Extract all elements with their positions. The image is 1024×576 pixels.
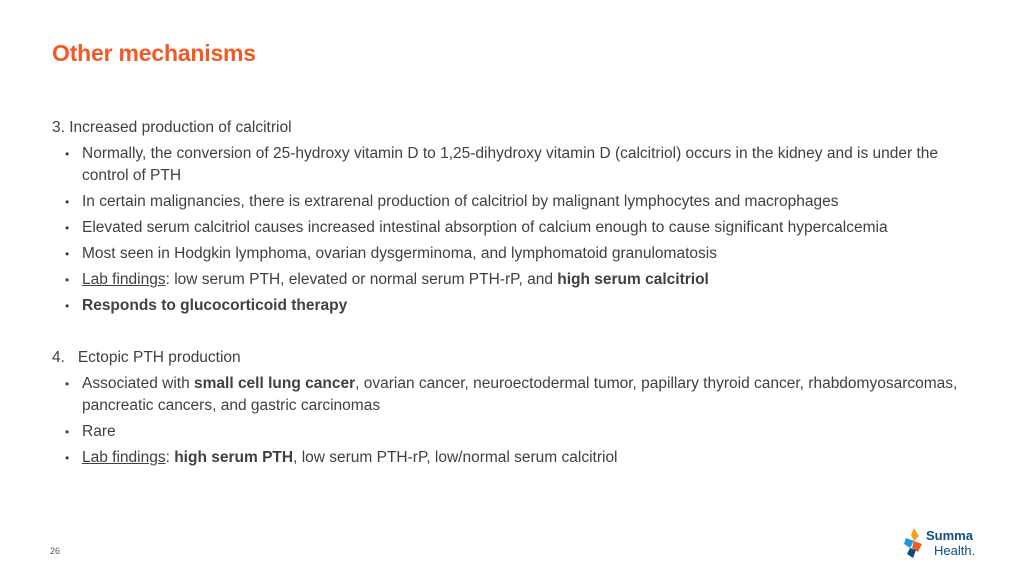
list-item — [52, 143, 972, 187]
bullet-text: , ovarian cancer, neuroectodermal tumor, papillary thyroid cancer, rhabdomyosarcomas, pancreatic cancers, and gastric carcinomas — [82, 375, 958, 414]
lab-findings-label: Lab findings — [82, 271, 166, 288]
bullet-icon: • — [65, 221, 70, 235]
bullet-icon: • — [65, 377, 70, 391]
spacer — [52, 321, 972, 347]
logo-wordmark — [926, 528, 975, 558]
bullet-text: Normally, the conversion of 25-hydroxy vitamin D to 1,25-dihydroxy vitamin D (calcitriol) occurs in the kidney and is under the control of PTH — [82, 145, 939, 184]
bullet-icon: • — [65, 299, 70, 313]
bullet-icon: • — [65, 247, 70, 261]
list-item — [52, 295, 972, 317]
bullet-bold-text: Responds to glucocorticoid therapy — [82, 297, 348, 314]
slide-body — [52, 117, 972, 473]
bullet-text: Associated with — [82, 375, 194, 392]
bullet-bold-text: high serum PTH — [174, 449, 294, 466]
list-item — [52, 421, 972, 443]
list-item — [52, 269, 972, 291]
list-item — [52, 373, 972, 417]
bullet-text: In certain malignancies, there is extrarenal production of calcitriol by malignant lymphocytes and macrophages — [82, 193, 839, 210]
logo-line-2: Health. — [934, 543, 976, 558]
page-number: 26 — [50, 546, 61, 556]
bullet-icon: • — [65, 195, 70, 209]
ectopic-pth-bullet-list — [52, 373, 972, 469]
bullet-text: Rare — [82, 423, 116, 440]
list-item — [52, 191, 972, 213]
calcitriol-bullet-list — [52, 143, 972, 317]
bullet-bold-text: high serum calcitriol — [557, 271, 709, 288]
list-item — [52, 217, 972, 239]
bullet-icon: • — [65, 451, 70, 465]
section-heading-ectopic-pth: 4. Ectopic PTH production — [52, 349, 241, 366]
bullet-bold-text: small cell lung cancer — [194, 375, 356, 392]
bullet-text: : low serum PTH, elevated or normal serum PTH-rP, and — [165, 271, 558, 288]
bullet-icon: • — [65, 425, 70, 439]
bullet-icon: • — [65, 147, 70, 161]
section-heading-calcitriol: 3. Increased production of calcitriol — [52, 119, 292, 136]
summa-health-logo — [902, 526, 982, 562]
summa-health-logo-icon — [902, 526, 926, 562]
bullet-text: : — [165, 449, 175, 466]
lab-findings-label: Lab findings — [82, 449, 166, 466]
bullet-text: , low serum PTH-rP, low/normal serum calcitriol — [293, 449, 618, 466]
slide-title: Other mechanisms — [52, 40, 256, 66]
bullet-text: Most seen in Hodgkin lymphoma, ovarian dysgerminoma, and lymphomatoid granulomatosis — [82, 245, 717, 262]
bullet-icon: • — [65, 273, 70, 287]
list-item — [52, 243, 972, 265]
logo-line-1: Summa — [926, 528, 973, 543]
bullet-text: Elevated serum calcitriol causes increased intestinal absorption of calcium enough to cause significant hypercalcemia — [82, 219, 888, 236]
list-item — [52, 447, 972, 469]
